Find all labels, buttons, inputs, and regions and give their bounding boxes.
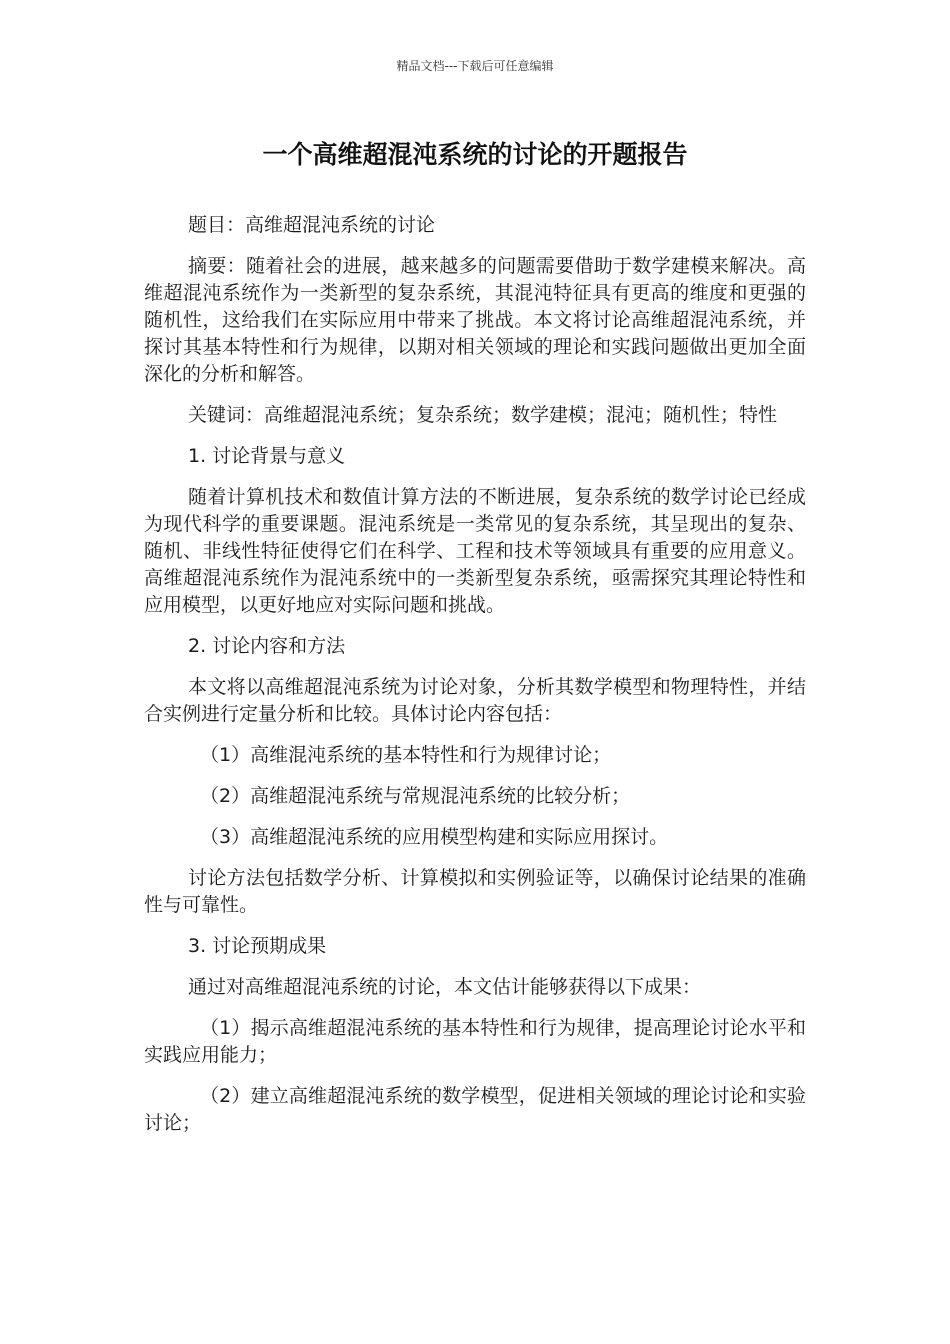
section-2-heading: 2. 讨论内容和方法 [188, 635, 346, 657]
section-2-intro: 本文将以高维超混沌系统为讨论对象，分析其数学模型和物理特性，并结合实例进行定量分析和比较。具体讨论内容包括： [144, 676, 806, 725]
page-header-note: 精品文档---下载后可任意编辑 [396, 59, 554, 73]
section-2-methods: 讨论方法包括数学分析、计算模拟和实例验证等，以确保讨论结果的准确性与可靠性。 [144, 867, 806, 916]
section-3-item: （1）揭示高维超混沌系统的基本特性和行为规律，提高理论讨论水平和实践应用能力； [144, 1017, 806, 1066]
section-2-item: （2）高维超混沌系统与常规混沌系统的比较分析； [200, 785, 631, 807]
document-body [144, 212, 806, 1151]
keywords-line: 关键词：高维超混沌系统；复杂系统；数学建模；混沌；随机性；特性 [188, 404, 778, 426]
section-3-item: （2）建立高维超混沌系统的数学模型，促进相关领域的理论讨论和实验讨论； [144, 1085, 806, 1134]
section-1-body: 随着计算机技术和数值计算方法的不断进展，复杂系统的数学讨论已经成为现代科学的重要课题。混沌系统是一类常见的复杂系统，其呈现出的复杂、随机、非线性特征使得它们在科学、工程和技术等领域具有重要的应用意义。高维超混沌系统作为混沌系统中的一类新型复杂系统，亟需探究其理论特性和应用模型，以更好地应对实际问题和挑战。 [144, 486, 806, 616]
section-1-heading: 1. 讨论背景与意义 [188, 445, 346, 467]
section-3-intro: 通过对高维超混沌系统的讨论，本文估计能够获得以下成果： [188, 976, 702, 998]
subject-line: 题目：高维超混沌系统的讨论 [188, 214, 436, 236]
section-2-item: （3）高维超混沌系统的应用模型构建和实际应用探讨。 [200, 826, 669, 848]
section-2-item: （1）高维混沌系统的基本特性和行为规律讨论； [200, 744, 612, 766]
section-3-heading: 3. 讨论预期成果 [188, 935, 327, 957]
abstract-paragraph: 摘要：随着社会的进展，越来越多的问题需要借助于数学建模来解决。高维超混沌系统作为一类新型的复杂系统，其混沌特征具有更高的维度和更强的随机性，这给我们在实际应用中带来了挑战。本文将讨论高维超混沌系统，并探讨其基本特性和行为规律，以期对相关领域的理论和实践问题做出更加全面深化的分析和解答。 [144, 255, 806, 385]
document-title: 一个高维超混沌系统的讨论的开题报告 [262, 140, 688, 169]
